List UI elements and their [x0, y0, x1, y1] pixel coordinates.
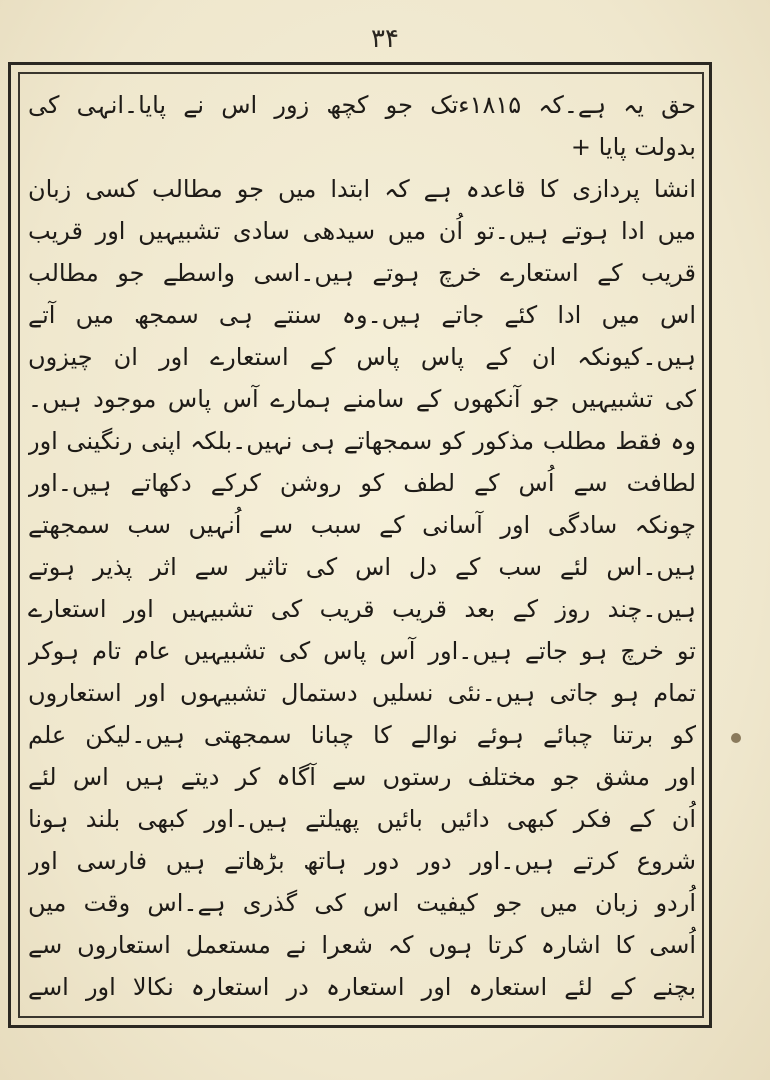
text-line: تمام ہو جاتی ہیں۔نئی نسلیں دستمال تشبیہوں اور استعاروں: [28, 679, 696, 707]
text-line: بچنے کے لئے استعارہ اور استعارہ در استعارہ نکالا اور اسے: [28, 973, 696, 1001]
text-line: انشا پردازی کا قاعدہ ہے کہ ابتدا میں جو مطالب کسی زبان: [28, 175, 696, 203]
text-line: وہ فقط مطلب مذکور کو سمجھاتے ہی نہیں۔بلکہ اپنی رنگینی اور: [28, 427, 696, 455]
text-line: کی تشبیہیں جو آنکھوں کے سامنے ہمارے آس پاس موجود ہیں۔: [28, 385, 696, 413]
text-line: کو برتنا چبائے ہوئے نوالے کا چبانا سمجھتی ہیں۔لیکن علم: [28, 721, 696, 749]
text-line: میں ادا ہوتے ہیں۔تو اُن میں سیدھی سادی تشبیہیں اور قریب: [28, 217, 696, 245]
text-line: اُسی کا اشارہ کرتا ہوں کہ شعرا نے مستعمل استعاروں سے: [28, 931, 696, 959]
text-line: ہیں۔کیونکہ ان کے پاس پاس کے استعارے اور ان چیزوں: [28, 343, 696, 371]
text-line: اُردو زبان میں جو کیفیت اس کی گذری ہے۔اس وقت میں: [28, 889, 696, 917]
text-line: لطافت سے اُس کے لطف کو روشن کرکے دکھاتے ہیں۔اور: [28, 469, 696, 497]
text-line: چونکہ سادگی اور آسانی کے سبب سے اُنہیں سب سمجھتے: [28, 511, 696, 539]
text-line: ہیں۔چند روز کے بعد قریب قریب کی تشبیہیں اور استعارے: [28, 595, 696, 623]
text-line: تو خرچ ہو جاتے ہیں۔اور آس پاس کی تشبیہیں عام تام ہوکر: [28, 637, 696, 665]
urdu-text-block: [28, 86, 696, 1012]
text-line: اور مشق جو مختلف رستوں سے آگاہ کر دیتے ہیں اس لئے: [28, 763, 696, 791]
text-line: حق یہ ہے۔کہ ۱۸۱۵ءتک جو کچھ زور اس نے پایا۔انہی کی: [28, 91, 696, 119]
ink-speck: [731, 733, 741, 743]
page-number: ۳۴: [371, 24, 399, 54]
text-line: قریب کے استعارے خرچ ہوتے ہیں۔اسی واسطے جو مطالب: [28, 259, 696, 287]
text-line: اُن کے فکر کبھی دائیں بائیں پھیلتے ہیں۔اور کبھی بلند ہونا: [28, 805, 696, 833]
text-line: ہیں۔اس لئے سب کے دل اس کی تاثیر سے اثر پذیر ہوتے: [28, 553, 696, 581]
text-line: شروع کرتے ہیں۔اور دور دور ہاتھ بڑھاتے ہیں فارسی اور: [28, 847, 696, 875]
text-line: بدولت پایا +: [570, 133, 696, 161]
text-line: اس میں ادا کئے جاتے ہیں۔وہ سنتے ہی سمجھ میں آتے: [28, 301, 696, 329]
